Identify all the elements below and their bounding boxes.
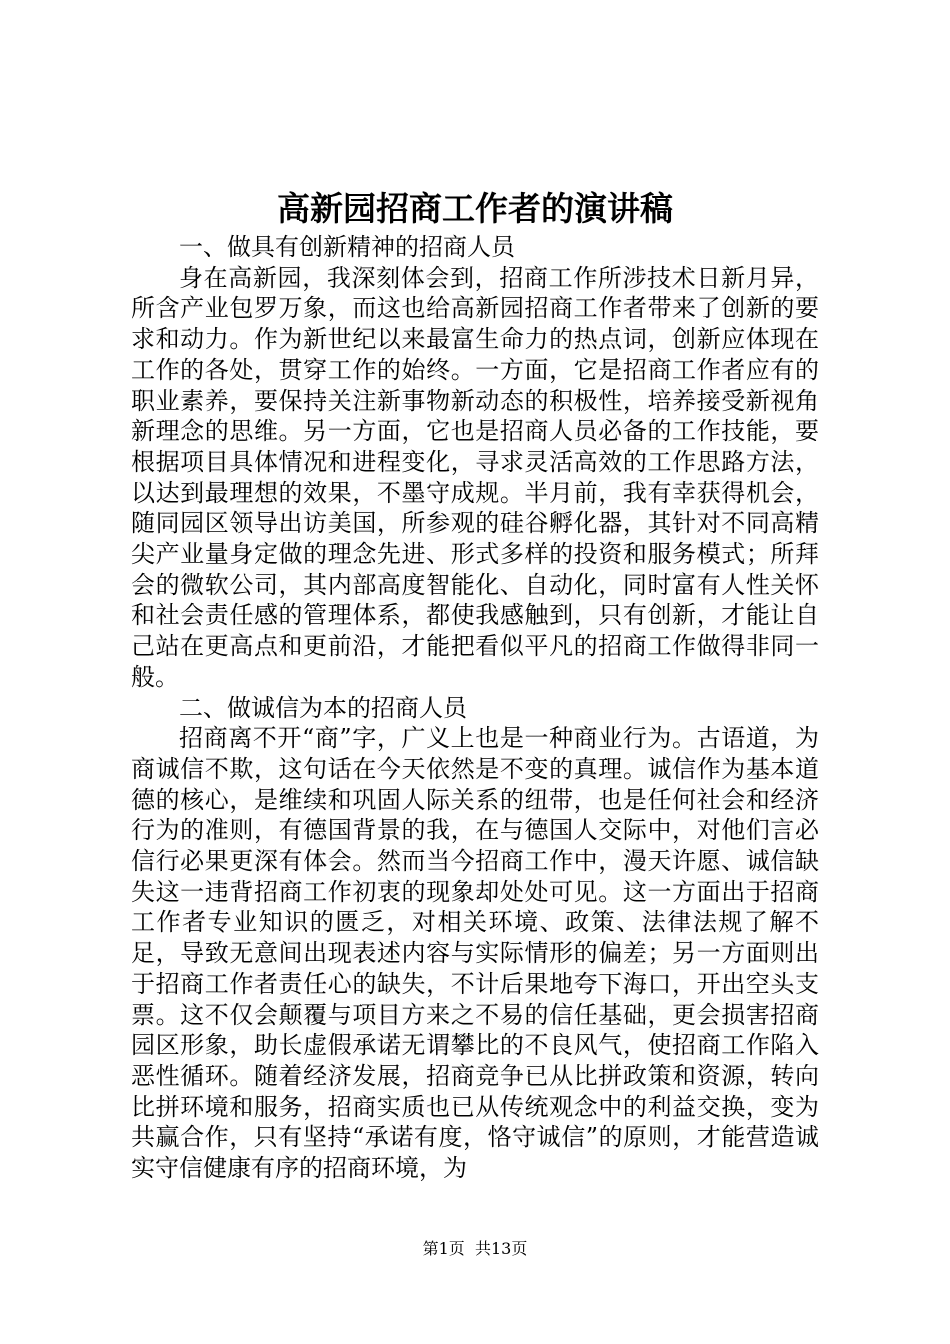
document-body bbox=[131, 232, 819, 1184]
section-paragraph-1: 身在高新园，我深刻体会到，招商工作所涉技术日新月异，所含产业包罗万象，而这也给高新园招商工作者带来了创新的要求和动力。作为新世纪以来最富生命力的热点词，创新应体现在工作的各处，贯穿工作的始终。一方面，它是招商工作者应有的职业素养，要保持关注新事物新动态的积极性，培养接受新视角新理念的思维。另一方面，它也是招商人员必备的工作技能，要根据项目具体情况和进程变化，寻求灵活高效的工作思路方法，以达到最理想的效果，不墨守成规。半月前，我有幸获得机会，随同园区领导出访美国，所参观的硅谷孵化器，其针对不同高精尖产业量身定做的理念先进、形式多样的投资和服务模式；所拜会的微软公司，其内部高度智能化、自动化，同时富有人性关怀和社会责任感的管理体系，都使我感触到，只有创新，才能让自己站在更高点和更前沿，才能把看似平凡的招商工作做得非同一般。 bbox=[131, 263, 819, 691]
section-paragraph-2: 招商离不开“商”字，广义上也是一种商业行为。古语道，为商诚信不欺，这句话在今天依然是不变的真理。诚信作为基本道德的核心，是维续和巩固人际关系的纽带，也是任何社会和经济行为的准则，有德国背景的我，在与德国人交际中，对他们言必信行必果更深有体会。然而当今招商工作中，漫天许愿、诚信缺失这一违背招商工作初衷的现象却处处可见。这一方面出于招商工作者专业知识的匮乏，对相关环境、政策、法律法规了解不足，导致无意间出现表述内容与实际情形的偏差；另一方面则出于招商工作者责任心的缺失，不计后果地夸下海口，开出空头支票。这不仅会颠覆与项目方来之不易的信任基础，更会损害招商园区形象，助长虚假承诺无谓攀比的不良风气，使招商工作陷入恶性循环。随着经济发展，招商竞争已从比拼政策和资源，转向比拼环境和服务，招商实质也已从传统观念中的利益交换，变为共赢合作，只有坚持“承诺有度，恪守诚信”的原则，才能营造诚实守信健康有序的招商环境，为 bbox=[131, 724, 819, 1183]
page-number: 第1页 bbox=[422, 1239, 465, 1258]
section-heading-2: 二、做诚信为本的招商人员 bbox=[179, 693, 467, 722]
section-heading-1: 一、做具有创新精神的招商人员 bbox=[179, 233, 515, 261]
document-title: 高新园招商工作者的演讲稿 bbox=[277, 189, 673, 228]
page-footer bbox=[0, 1238, 950, 1260]
page-total: 共13页 bbox=[474, 1239, 528, 1258]
